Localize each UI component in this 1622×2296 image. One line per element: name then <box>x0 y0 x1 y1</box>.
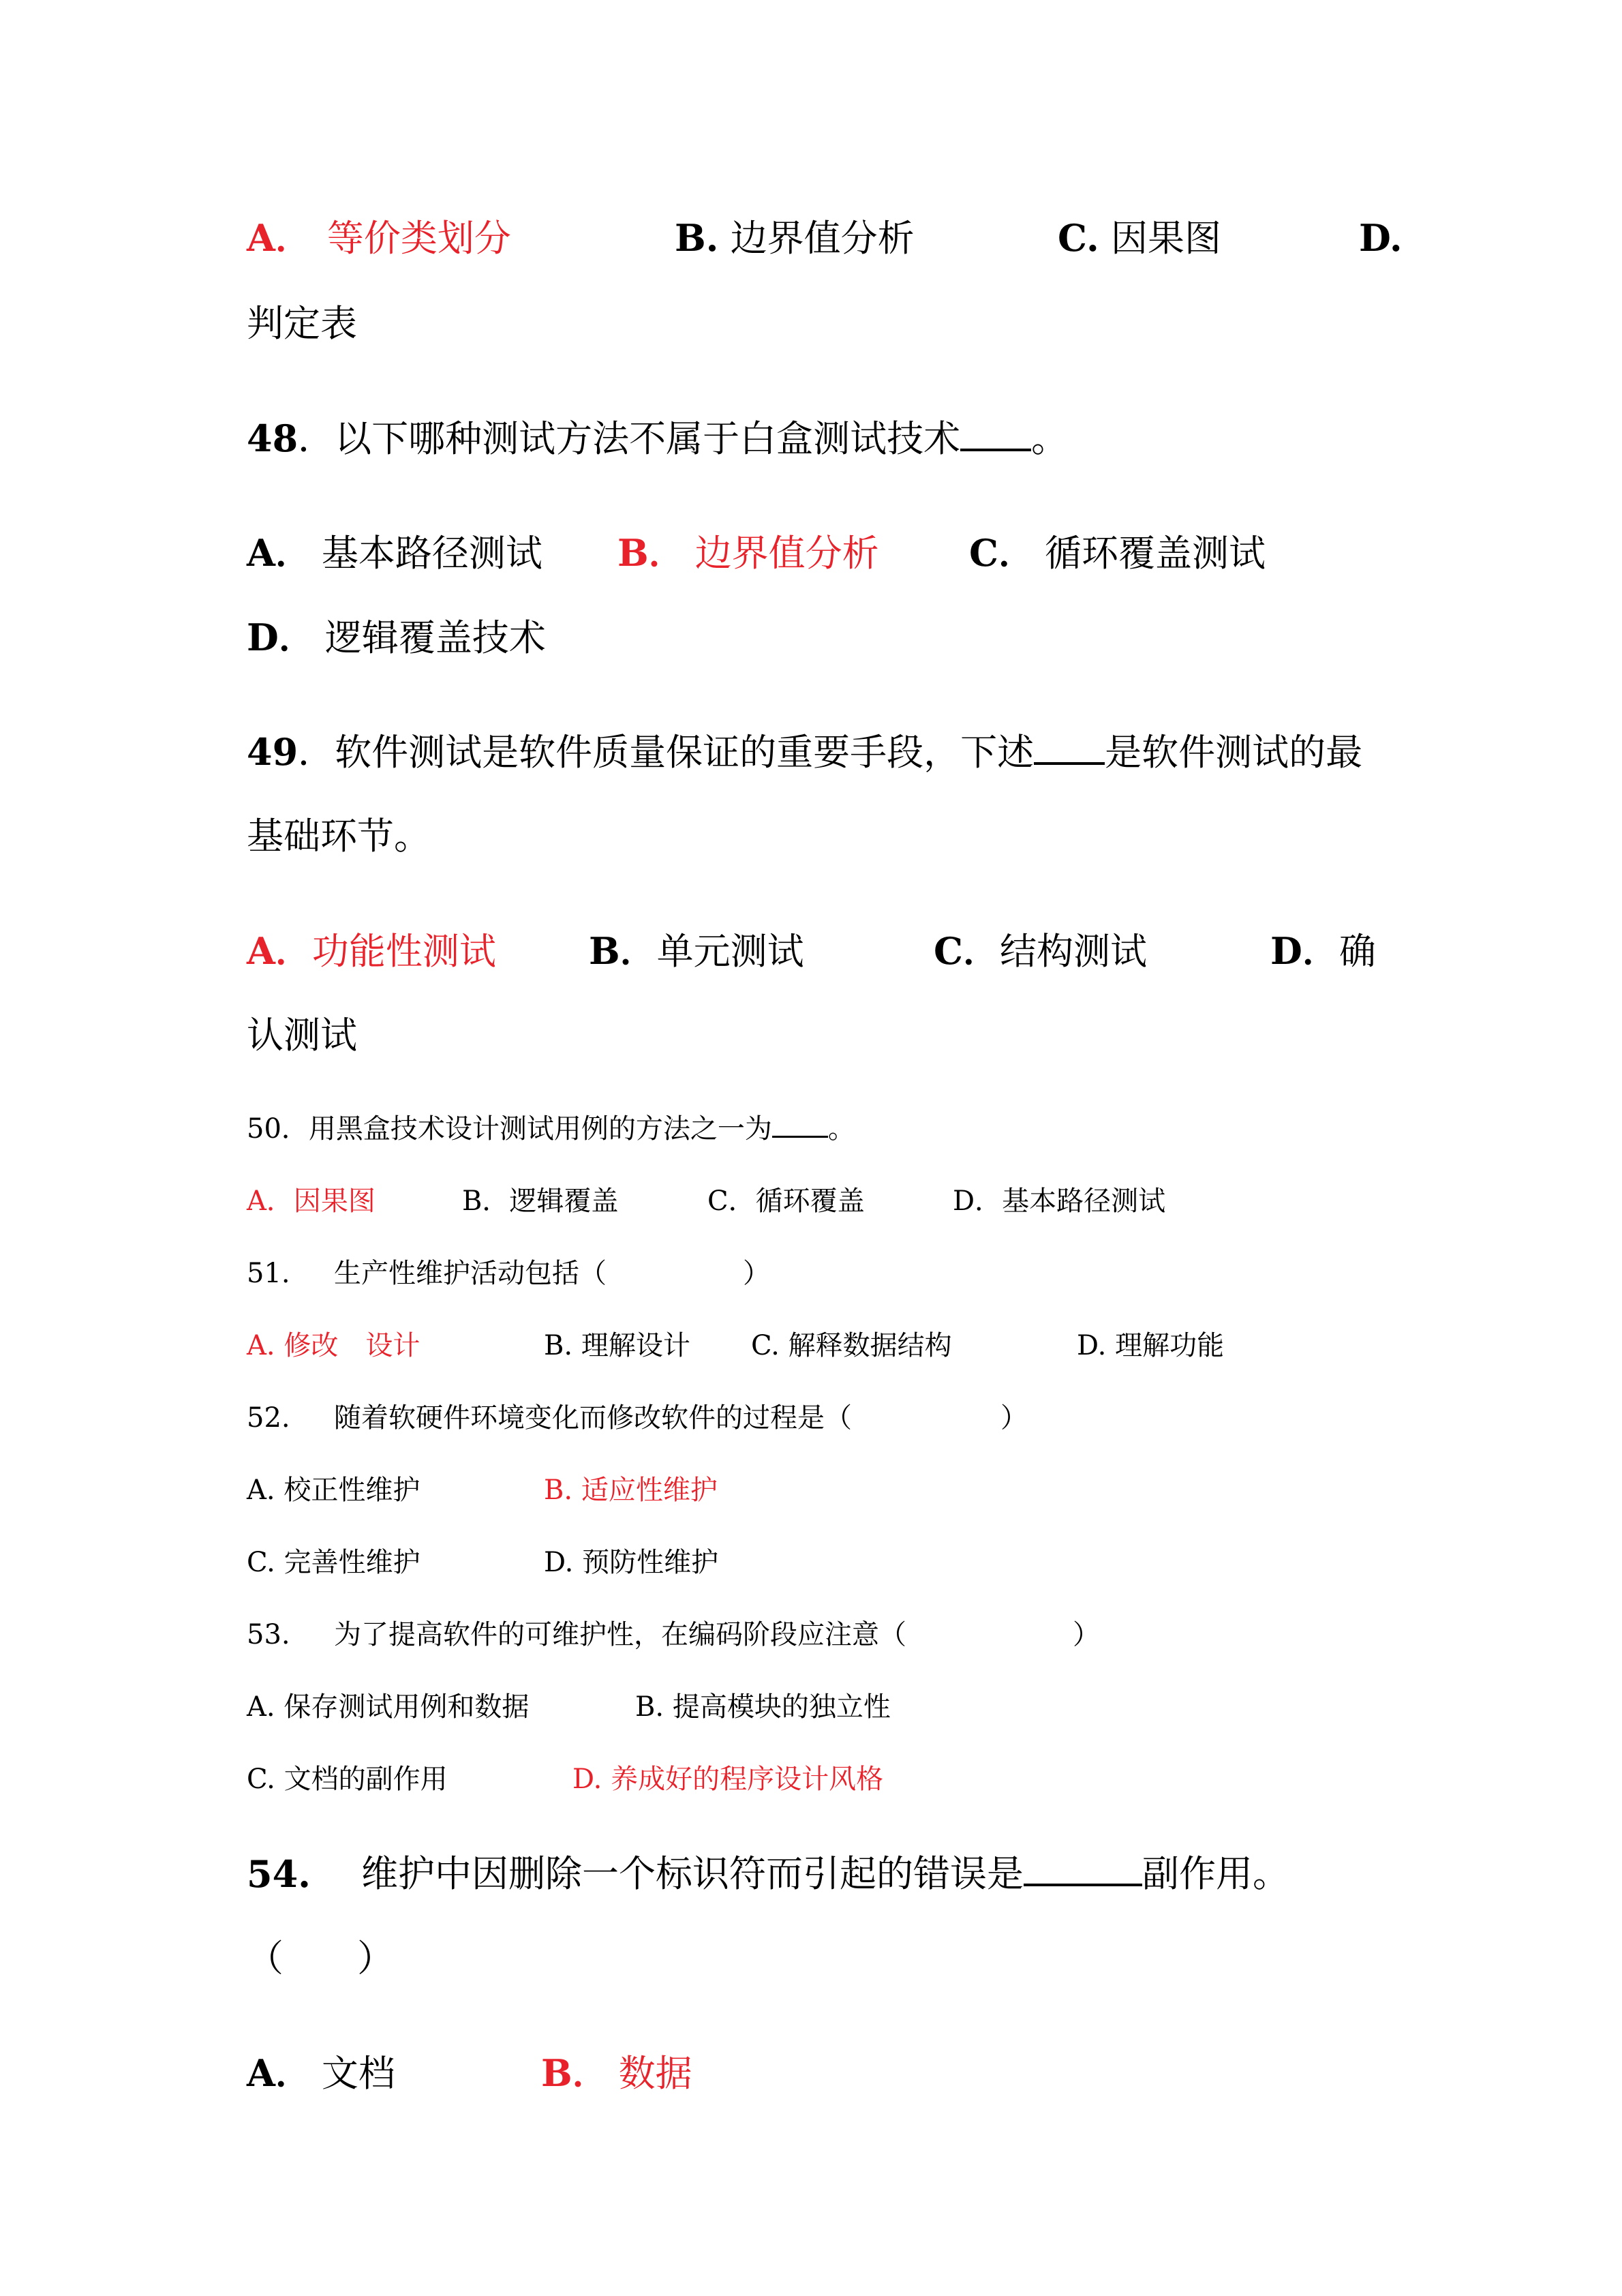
q50-option-a: A．因果图 <box>247 1185 376 1217</box>
q49-option-c: C．结构测试 <box>934 929 1147 973</box>
q47-option-b: B. 边界值分析 <box>675 216 915 260</box>
q49-option-d-continued: 认测试 <box>247 1014 357 1057</box>
q52-option-a: A. 校正性维护 <box>247 1475 420 1506</box>
q48-option-a: A． 基本路径测试 <box>247 531 542 575</box>
q51-option-d: D. 理解功能 <box>1077 1330 1225 1361</box>
answer-blank <box>772 1136 828 1138</box>
q53-option-a: A. 保存测试用例和数据 <box>247 1691 530 1723</box>
q49-option-b: B．单元测试 <box>589 929 804 973</box>
q49-option-d: D．确 <box>1270 929 1376 973</box>
q51-option-b: B. 理解设计 <box>544 1330 690 1361</box>
q49-option-a: A．功能性测试 <box>247 929 496 973</box>
q50-option-b: B．逻辑覆盖 <box>462 1185 619 1217</box>
q48-option-c: C． 循环覆盖测试 <box>969 531 1266 575</box>
document-page: A． 等价类划分 B. 边界值分析 C. 因果图 D. 判定表 48．以下哪种测试方法不属于白盒测试技术 。 A． 基本路径测试 B． 边界值分析 C． 循环覆盖测试 D． 逻辑覆盖技术 49．软件测试是软件质量保证的重要手段，下述 是软件测试的最 基础环节。 A．功能性测试 B．单元测试 C．结构测试 D．确 认测试 50．用黑盒技术设计测试用例的方法之一为 。 A．因果图 B．逻辑覆盖 C．循环覆盖 D．基本路径测试 51. 生产性维护活动包括（ ） A. 修改 设计 B. 理解设计 C. 解释数据结构 D. 理解功能 52. 随着软硬件环境变化而修改软件的过程是（ ） A. 校正性维护 B. 适应性维护 C. 完善性维护 D. 预防性维护 53. 为了提高软件的可维护性，在编码阶段应注意（ ） A. 保存测试用例和数据 B. 提高模块的独立性 C. 文档的副作用 D. 养成好的程序设计风格 54. 维护中因删除一个标识符而引起的错误是 副作用。 （ ） A． 文档 B． 数据 <box>247 216 1403 2095</box>
q52-option-d: D. 预防性维护 <box>544 1547 719 1578</box>
answer-blank <box>1034 762 1105 765</box>
q54-option-b: B． 数据 <box>541 2051 692 2095</box>
q49-stem: 49．软件测试是软件质量保证的重要手段，下述 是软件测试的最 <box>247 730 1363 774</box>
q48-option-d: D． 逻辑覆盖技术 <box>247 616 546 659</box>
q53-option-c: C. 文档的副作用 <box>247 1764 448 1795</box>
q50-stem: 50．用黑盒技术设计测试用例的方法之一为 。 <box>247 1113 855 1145</box>
q47-option-d-text: 判定表 <box>247 302 357 345</box>
q53-option-d: D. 养成好的程序设计风格 <box>572 1764 884 1795</box>
q50-option-d: D．基本路径测试 <box>953 1185 1166 1217</box>
q52-option-b: B. 适应性维护 <box>544 1475 718 1506</box>
q48-option-b: B． 边界值分析 <box>617 531 879 575</box>
q47-option-c: C. 因果图 <box>1058 216 1222 260</box>
q51-option-c: C. 解释数据结构 <box>751 1330 952 1361</box>
answer-blank <box>1024 1884 1142 1886</box>
q51-option-a: A. 修改 设计 <box>247 1330 420 1361</box>
q47-option-d-letter: D. <box>1359 216 1403 260</box>
q48-stem: 48．以下哪种测试方法不属于白盒测试技术 。 <box>247 417 1069 460</box>
q54-option-a: A． 文档 <box>247 2051 395 2095</box>
q53-option-b: B. 提高模块的独立性 <box>635 1691 891 1723</box>
q54-answer-parentheses: （ ） <box>247 1937 394 1980</box>
q47-option-a: A． 等价类划分 <box>247 216 511 260</box>
q50-option-c: C．循环覆盖 <box>707 1185 865 1217</box>
q52-option-c: C. 完善性维护 <box>247 1547 420 1578</box>
answer-blank <box>960 449 1031 451</box>
q49-stem-line2: 基础环节。 <box>247 815 431 858</box>
